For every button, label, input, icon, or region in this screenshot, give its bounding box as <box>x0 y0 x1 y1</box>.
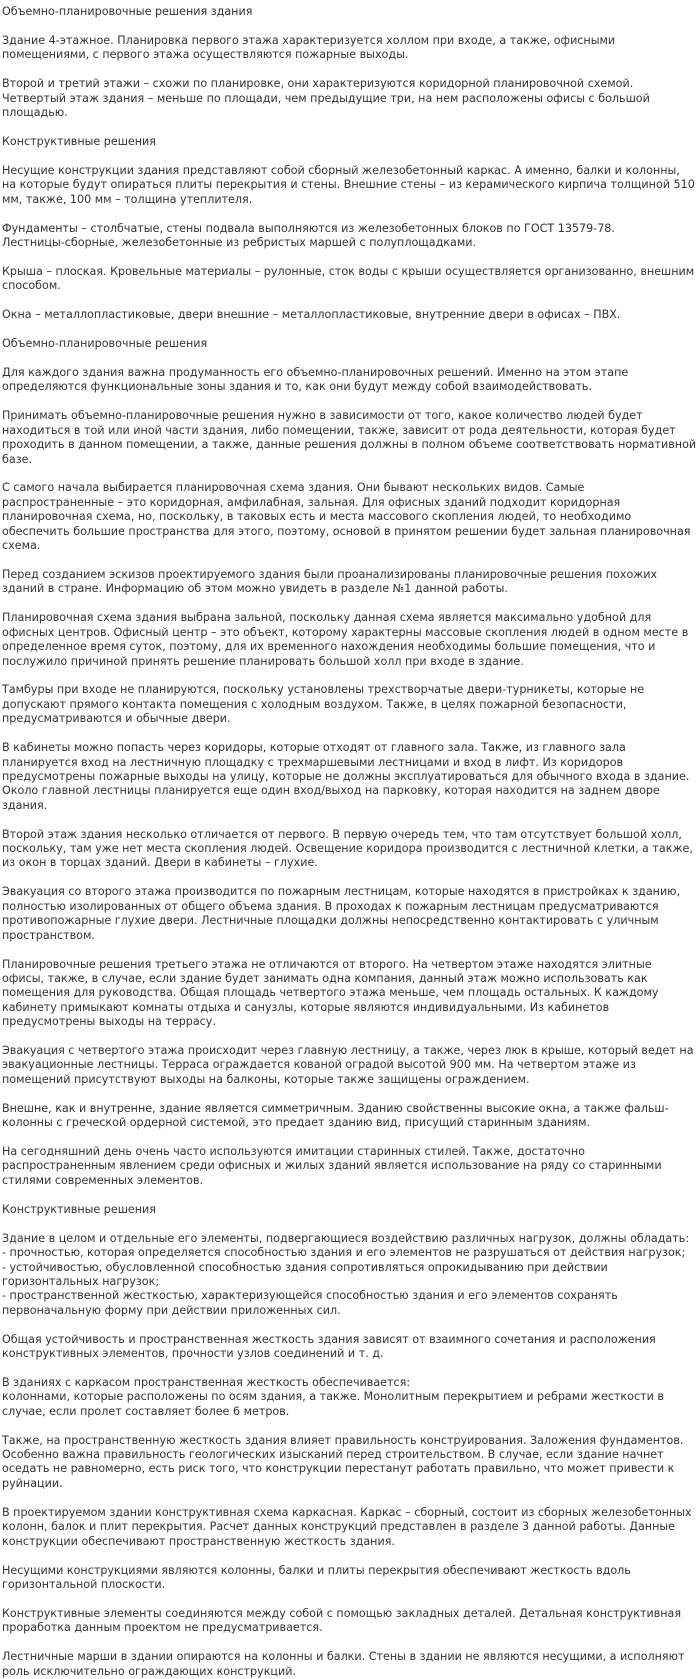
section-heading: Объемно-планировочные решения здания <box>2 5 253 18</box>
paragraph: Общая устойчивость и пространственная жесткость здания зависят от взаимного сочетания и расположения конструктивных элементов, прочности узлов соединений и т. д. <box>2 1332 656 1361</box>
paragraph: Внешне, как и внутренне, здание является симметричным. Зданию свойственны высокие окна, а также фальш-колонны с греческой ордерной системой, это предает зданию вид, присущий старинным зданиям. <box>2 1101 669 1130</box>
paragraph: Второй этаж здания несколько отличается от первого. В первую очередь тем, что там отсутствует большой холл, поскольку, там уже нет места скопления людей. Освещение коридора производится с лестничной клетки, а также, из окон в торцах зданий. Двери в кабинеты – глухие. <box>2 827 693 870</box>
paragraph: Планировочные решения третьего этажа не отличаются от второго. На четвертом этаже находятся элитные офисы, также, в случае, если здание будет занимать одна компания, данный этаж можно использовать как помещения для руководства. Общая площадь четвертого этажа меньше, чем площадь остальных. К каждому кабинету примыкают комнаты отдыха и санузлы, которые являются индивидуальными. Из кабинетов предусмотрены выходы на террасу. <box>2 957 659 1029</box>
paragraph: Второй и третий этажи – схожи по планировке, они характеризуются коридорной планировочной схемой. Четвертый этаж здания – меньше по площади, чем предыдущие три, на нем расположены офисы с большой площадью. <box>2 77 650 120</box>
paragraph: Фундаменты – столбчатые, стены подвала выполняются из железобетонных блоков по ГОСТ 13579-78. Лестницы-сборные, железобетонные из ребристых маршей с полуплощадками. <box>2 221 615 249</box>
paragraph: Несущими конструкциями являются колонны, балки и плиты перекрытия обеспечивают жесткость вдоль горизонтальной плоскости. <box>2 1563 631 1591</box>
paragraph: В кабинеты можно попасть через коридоры, которые отходят от главного зала. Также, из главного зала планируется вход на лестничную площадку с трехмаршевыми лестницами и вход в лифт. Из коридоров предусмотрены пожарные выходы на улицу, которые не должны эксплуатироваться для обычного входа в здание. Около главной лестницы планируется еще один вход/выход на парковку, которая находится на заднем дворе здания. <box>2 741 690 812</box>
section-heading: Объемно-планировочные решения <box>2 337 208 351</box>
section-heading: Конструктивные решения <box>2 1202 156 1216</box>
paragraph: Здание 4-этажное. Планировка первого этажа характеризуется холлом при входе, а также, офисными помещениями, с первого этажа осуществляются пожарные выходы. <box>2 33 616 62</box>
section-heading: Конструктивные решения <box>2 134 156 148</box>
paragraph: Эвакуация со второго этажа производится по пожарным лестницам, которые находятся в пристройках к зданию, полностью изолированных от общего объема здания. В проходах к пожарным лестницам предусматриваются противопожарные глухие двери. Лестничные площадки должны непосредственно контактировать с уличным пространством. <box>2 885 681 942</box>
paragraph: Принимать объемно-планировочные решения нужно в зависимости от того, какое количество людей будет находиться в той или иной части здания, либо помещении, также, зависит от рода деятельности, которая будет проходить в данном помещении, а также, данные решения должны в полном объеме соответствовать нормативной базе. <box>2 409 697 466</box>
paragraph: В проектируемом здании конструктивная схема каркасная. Каркас – сборный, состоит из сборных железобетонных колонн, балок и плит перекрытия. Расчет данных конструкций представлен в разделе 3 данной работы. Данные конструкции обеспечивают пространственную жесткость здания. <box>2 1505 692 1548</box>
paragraph: Окна – металлопластиковые, двери внешние – металлопластиковые, внутренние двери в офисах – ПВХ. <box>2 308 621 322</box>
paragraph: В зданиях с каркасом пространственная жесткость обеспечивается: колоннами, которые расположены по осям здания, а также. Монолитным перекрытием и ребрами жесткости в случае, если пролет составляет более 6 метров. <box>2 1375 664 1418</box>
paragraph: Здание в целом и отдельные его элементы, подвергающиеся воздействию различных нагрузок, должны обладать: - прочностью, которая определяется способностью здания и его элементов не разрушаться от действия нагрузок; - устойчивостью, обусловленной способностью здания сопротивляться опрокидыванию при действии горизонтальных нагрузок; - пространственной жесткостью, характеризующейся способностью здания и его элементов сохранять первоначальную форму при действии приложенных сил. <box>2 1231 690 1317</box>
paragraph: С самого начала выбирается планировочная схема здания. Они бывают нескольких видов. Самые распространенные – это коридорная, амфилабная, зальная. Для офисных зданий подходит коридорная планировочная схема, но, поскольку, в таковых есть и места массового скопления людей, то необходимо обеспечить большие пространства для этого, поэтому, основой в принятом решении будет зальная планировочная схема. <box>2 481 691 553</box>
paragraph: Конструктивные элементы соединяются между собой с помощью закладных деталей. Детальная конструктивная проработка данным проектом не предусматривается. <box>2 1606 682 1635</box>
paragraph: Для каждого здания важна продуманность его объемно-планировочных решений. Именно на этом этапе определяются функциональные зоны здания и то, как они будут между собой взаимодействовать. <box>2 366 629 394</box>
paragraph: На сегодняшний день очень часто используются имитации старинных стилей. Также, достаточно распространенным явлением среди офисных и жилых зданий является использование на ряду со старинными стилями современных элементов. <box>2 1145 662 1187</box>
paragraph: Несущие конструкции здания представляют собой сборный железобетонный каркас. А именно, балки и колонны, на которые будут опираться плиты перекрытия и стены. Внешние стены – из керамического кирпича толщиной 510 мм, также, 100 мм – толщина утеплителя. <box>2 163 695 206</box>
paragraph: Планировочная схема здания выбрана зальной, поскольку данная схема является максимально удобной для офисных центров. Офисный центр – это объект, которому характерны массовые скопления людей в одном месте в определенное время суток, поэтому, для их временного нахождения необходимы большие помещения, что и послужило причиной принять решение планировать большой холл при входе в здание. <box>2 611 689 668</box>
paragraph: Тамбуры при входе не планируются, поскольку установлены трехстворчатые двери-турникеты, которые не допускают прямого контакта помещения с холодным воздухом. Также, в целях пожарной безопасности, предусматриваются и обычные двери. <box>2 683 645 726</box>
paragraph: Перед созданием эскизов проектируемого здания были проанализированы планировочные решения похожих зданий в стране. Информацию об этом можно увидеть в разделе №1 данной работы. <box>2 567 658 596</box>
paragraph: Эвакуация с четвертого этажа происходит через главную лестницу, а также, через люк в крыше, который ведет на эвакуационные лестницы. Терраса ограждается кованой оградой высотой 900 мм. На четвертом этаже из помещений присутствуют выходы на балконы, которые также защищены ограждением. <box>2 1044 694 1086</box>
paragraph: Лестничные марши в здании опираются на колонны и балки. Стены в здании не являются несущими, а исполняют роль исключительно ограждающих конструкций. <box>2 1650 685 1678</box>
paragraph: Также, на пространственную жесткость здания влияет правильность конструирования. Заложения фундаментов. Особенно важна правильность геологических изысканий перед строительством. В случае, если здание начнет оседать не равномерно, есть риск того, что конструкции перестанут работать правильно, что может привести к руйнации. <box>2 1433 684 1490</box>
paragraph: Крыша – плоская. Кровельные материалы – рулонные, сток воды с крыши осуществляется организованно, внешним способом. <box>2 264 695 293</box>
